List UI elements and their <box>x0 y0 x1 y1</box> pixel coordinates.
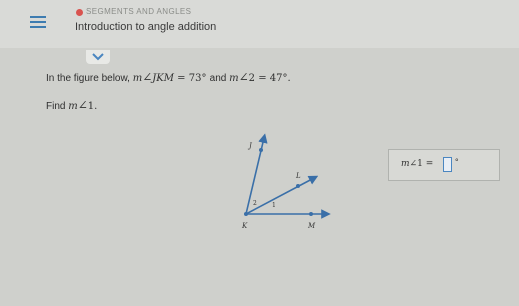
point-l <box>296 184 300 188</box>
label-angle-2: 2 <box>253 200 257 207</box>
answer-box <box>388 149 500 181</box>
answer-label: m∠1 = <box>401 159 434 169</box>
hamburger-menu-icon[interactable] <box>30 16 46 28</box>
point-k <box>244 212 248 216</box>
point-j <box>259 148 263 152</box>
answer-input[interactable] <box>443 157 452 172</box>
find-text: Find <box>46 101 69 112</box>
degree-unit: ° <box>455 157 459 167</box>
collapse-toggle[interactable] <box>86 50 110 64</box>
section-label: SEGMENTS AND ANGLES <box>86 7 192 16</box>
label-m: M <box>308 222 316 230</box>
label-k: K <box>242 222 248 230</box>
problem-statement <box>46 70 291 84</box>
chevron-down-icon <box>91 52 105 62</box>
label-angle-1: 1 <box>272 202 276 209</box>
lesson-title: Introduction to angle addition <box>75 21 217 33</box>
label-l: L <box>296 172 301 180</box>
top-bar <box>0 0 519 49</box>
problem-intro: In the figure below, <box>46 73 133 84</box>
angle-figure <box>226 128 336 238</box>
angle-2-expression: m∠2 = 47°. <box>229 70 291 84</box>
angle-jkm-expression: m∠JKM = 73° <box>132 70 207 84</box>
status-dot <box>76 9 83 16</box>
target-angle: m∠1. <box>68 98 98 112</box>
label-j: J <box>249 142 252 150</box>
ray-kl <box>246 178 314 214</box>
point-m <box>309 212 313 216</box>
and-text: and <box>209 73 230 84</box>
find-prompt <box>46 98 97 112</box>
